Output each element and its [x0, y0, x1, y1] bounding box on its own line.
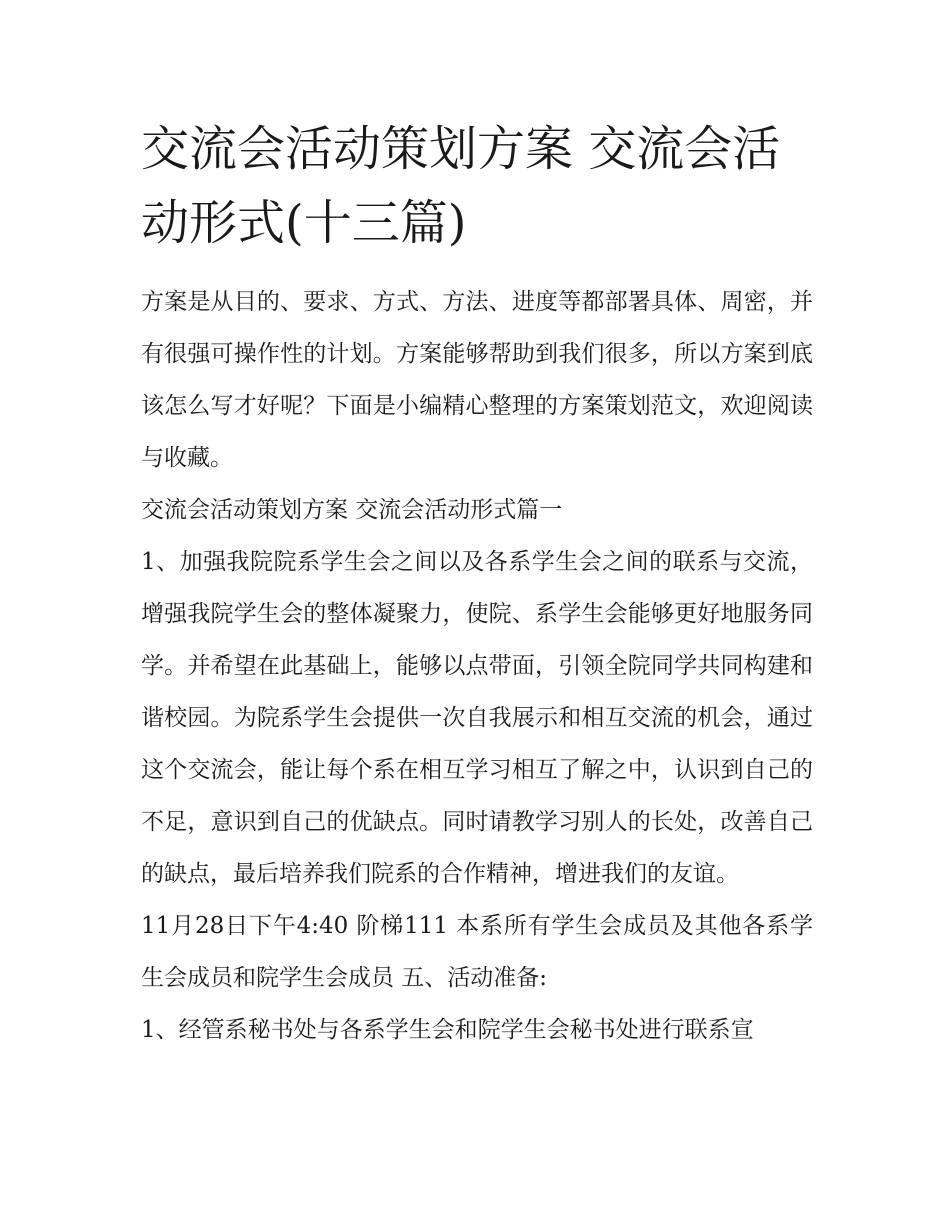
body-paragraph-3: 1、经管系秘书处与各系学生会和院学生会秘书处进行联系宣: [141, 1017, 754, 1043]
document-page: [141, 112, 813, 1056]
body-paragraph-2: 11月28日下午4:40 阶梯111 本系所有学生会成员及其他各系学生会成员和院学生会成员 五、活动准备:: [141, 913, 813, 991]
intro-paragraph: 方案是从目的、要求、方式、方法、进度等都部署具体、周密，并有很强可操作性的计划。方案能够帮助到我们很多，所以方案到底该怎么写才好呢？下面是小编精心整理的方案策划范文，欢迎阅读与收藏。: [141, 289, 813, 471]
document-title: 交流会活动策划方案 交流会活动形式(十三篇): [141, 121, 781, 251]
body-paragraph-1: 1、加强我院院系学生会之间以及各系学生会之间的联系与交流，增强我院学生会的整体凝聚力，使院、系学生会能够更好地服务同学。并希望在此基础上，能够以点带面，引领全院同学共同构建和谐校园。为院系学生会提供一次自我展示和相互交流的机会，通过这个交流会，能让每个系在相互学习相互了解之中，认识到自己的不足，意识到自己的优缺点。同时请教学习别人的长处，改善自己的缺点，最后培养我们院系的合作精神，增进我们的友谊。: [141, 549, 813, 887]
section-heading: 交流会活动策划方案 交流会活动形式篇一: [141, 497, 563, 523]
